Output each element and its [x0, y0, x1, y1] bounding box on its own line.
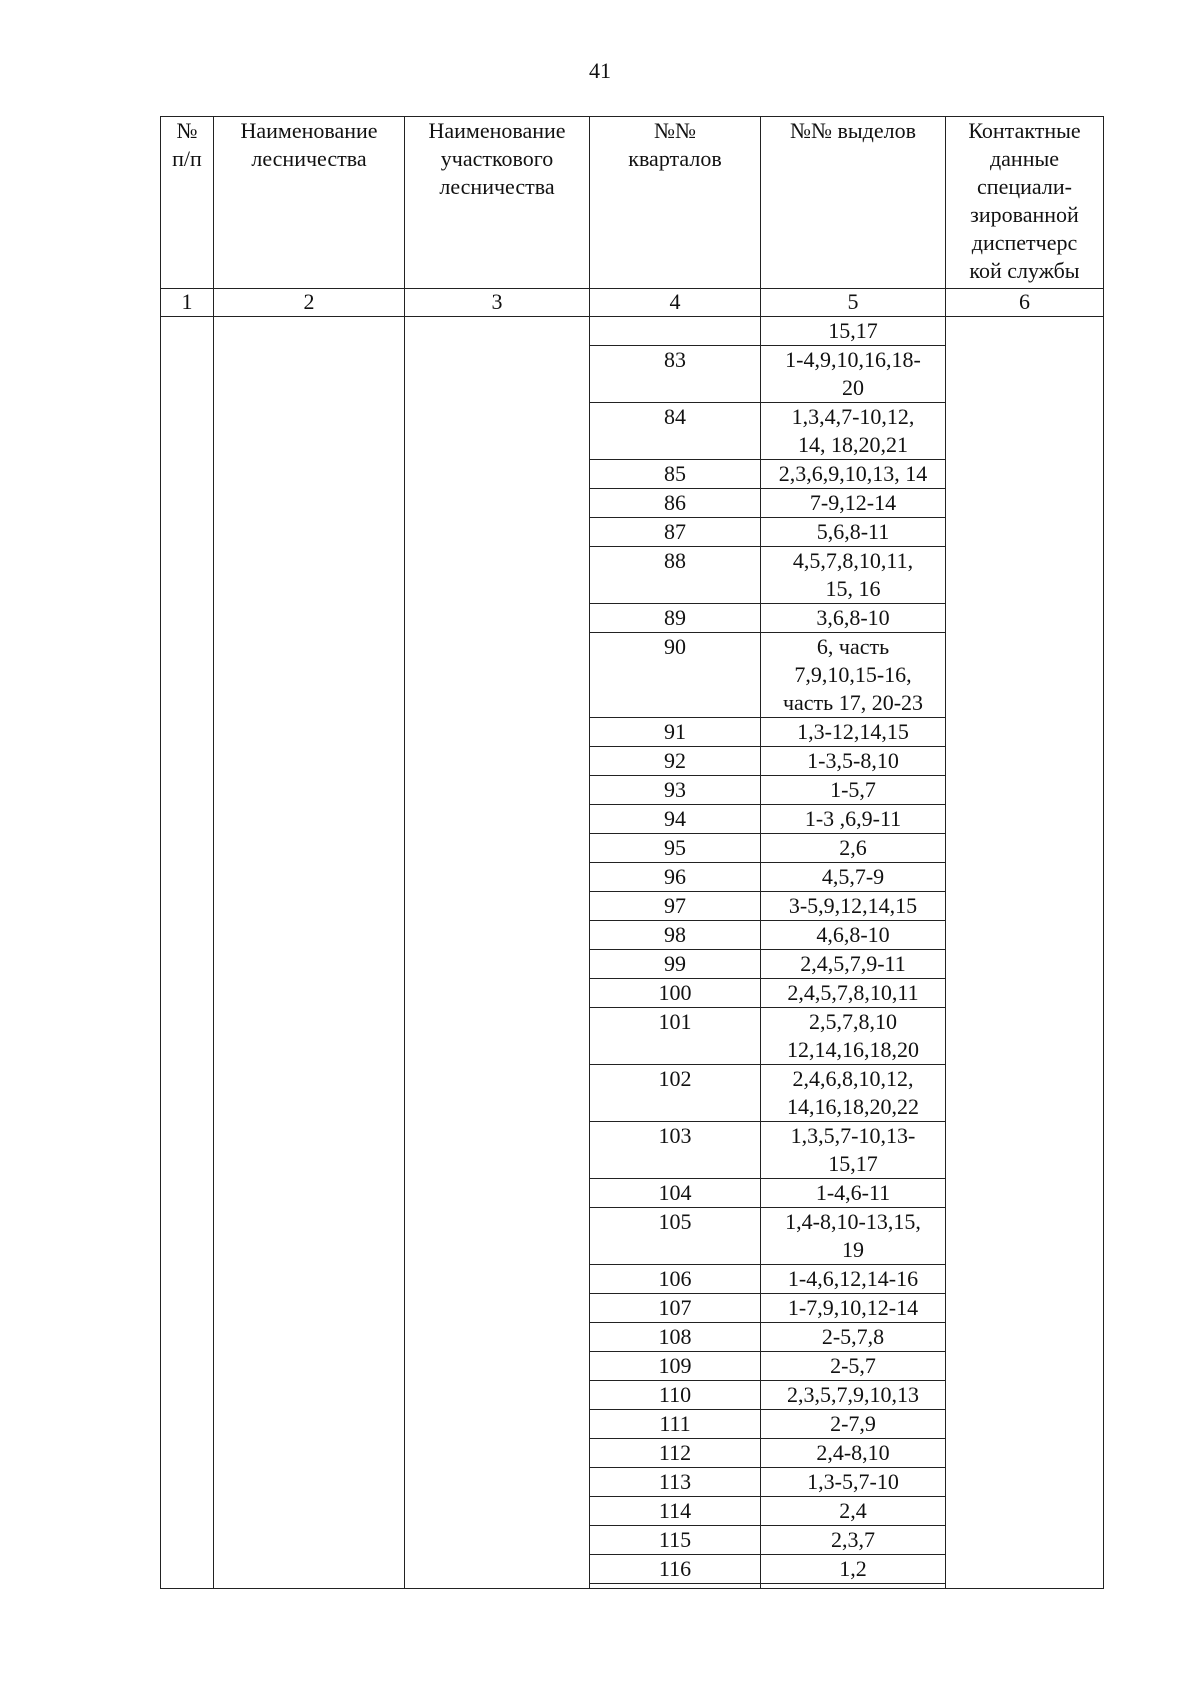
plots-cell: [761, 633, 946, 718]
plots-cell: [761, 805, 946, 834]
table-row: [161, 317, 1104, 346]
quarter-cell: 104: [590, 1179, 761, 1208]
plots-cell: [761, 979, 946, 1008]
plots-line: 7,9,10,15-16,: [794, 662, 912, 687]
plots-cell: [761, 346, 946, 403]
plots-line: 2,3,6,9,10,13, 14: [778, 461, 928, 486]
header-line: №: [176, 118, 198, 143]
plots-line: 2-5,7: [830, 1353, 876, 1378]
column-number: 2: [214, 289, 405, 317]
plots-line: часть 17, 20-23: [782, 690, 924, 715]
header-cell-forestry: [214, 117, 405, 289]
quarter-cell: 115: [590, 1526, 761, 1555]
plots-cell: [761, 317, 946, 346]
header-line: участкового: [440, 146, 554, 171]
cell-district-forestry: [405, 317, 590, 1589]
quarter-cell: 94: [590, 805, 761, 834]
quarter-cell: 97: [590, 892, 761, 921]
quarter-cell: 109: [590, 1352, 761, 1381]
plots-cell: [761, 1468, 946, 1497]
plots-line: 4,6,8-10: [816, 922, 890, 947]
quarter-cell: 102: [590, 1065, 761, 1122]
plots-line: 1-4,6,12,14-16: [787, 1266, 919, 1291]
quarter-cell: 86: [590, 489, 761, 518]
plots-line: 2,5,7,8,10: [809, 1009, 897, 1034]
plots-cell: [761, 1065, 946, 1122]
quarter-cell: 113: [590, 1468, 761, 1497]
plots-cell: [761, 892, 946, 921]
plots-cell: [761, 747, 946, 776]
plots-line: 1-5,7: [830, 777, 876, 802]
plots-line: 2,4: [839, 1498, 867, 1523]
plots-line: 1,2: [839, 1556, 867, 1581]
plots-line: 4,5,7,8,10,11,: [792, 548, 914, 573]
plots-line: 1-4,9,10,16,18-: [785, 347, 921, 372]
quarter-cell: 92: [590, 747, 761, 776]
plots-line: 2,4-8,10: [816, 1440, 890, 1465]
plots-line: 1,3-5,7-10: [807, 1469, 899, 1494]
page-number: 41: [589, 58, 611, 83]
plots-cell: [761, 1555, 946, 1584]
plots-line: 15, 16: [825, 576, 881, 601]
empty-cell: [590, 1584, 761, 1589]
header-line: №№: [654, 118, 696, 143]
plots-line: 7-9,12-14: [809, 490, 897, 515]
header-cell-district-forestry: [405, 117, 590, 289]
plots-cell: [761, 1410, 946, 1439]
plots-line: 4,5,7-9: [821, 864, 885, 889]
plots-line: 1,3,5,7-10,13-: [790, 1123, 916, 1148]
plots-line: 14, 18,20,21: [798, 432, 908, 457]
column-number: 5: [761, 289, 946, 317]
plots-cell: [761, 518, 946, 547]
plots-line: 2-5,7,8: [821, 1324, 885, 1349]
header-line: Наименование: [428, 118, 566, 143]
plots-cell: [761, 460, 946, 489]
header-cell-no: [161, 117, 214, 289]
header-line: специали-: [977, 174, 1072, 199]
plots-line: 5,6,8-11: [816, 519, 890, 544]
plots-cell: [761, 718, 946, 747]
plots-line: 15,17: [828, 318, 878, 343]
plots-cell: [761, 1122, 946, 1179]
column-number: 4: [590, 289, 761, 317]
quarter-cell: 83: [590, 346, 761, 403]
plots-line: 2,3,5,7,9,10,13: [787, 1382, 919, 1407]
plots-cell: [761, 1008, 946, 1065]
quarter-cell: 100: [590, 979, 761, 1008]
plots-cell: [761, 776, 946, 805]
plots-cell: [761, 489, 946, 518]
plots-line: 2,3,7: [831, 1527, 875, 1552]
forestry-table: [160, 116, 1104, 1589]
quarter-cell: [590, 317, 761, 346]
quarter-cell: 101: [590, 1008, 761, 1065]
quarter-cell: 87: [590, 518, 761, 547]
plots-cell: [761, 1497, 946, 1526]
plots-cell: [761, 1381, 946, 1410]
header-line: диспетчерс: [971, 230, 1078, 255]
plots-cell: [761, 863, 946, 892]
plots-line: 19: [842, 1237, 864, 1262]
quarter-cell: 99: [590, 950, 761, 979]
header-line: зированной: [970, 202, 1079, 227]
header-line: кой службы: [969, 258, 1080, 283]
plots-line: 14,16,18,20,22: [787, 1094, 919, 1119]
cell-no: [161, 317, 214, 1589]
quarter-cell: 84: [590, 403, 761, 460]
plots-line: 2-7,9: [830, 1411, 876, 1436]
plots-cell: [761, 921, 946, 950]
quarter-cell: 96: [590, 863, 761, 892]
plots-cell: [761, 950, 946, 979]
column-number: 1: [161, 289, 214, 317]
plots-cell: [761, 1179, 946, 1208]
header-line: данные: [989, 146, 1060, 171]
plots-line: 1-7,9,10,12-14: [787, 1295, 919, 1320]
plots-line: 1,4-8,10-13,15,: [785, 1209, 921, 1234]
plots-line: 3,6,8-10: [816, 605, 890, 630]
quarter-cell: 85: [590, 460, 761, 489]
header-line: лесничества: [251, 146, 367, 171]
quarter-cell: 105: [590, 1208, 761, 1265]
quarter-cell: 95: [590, 834, 761, 863]
header-line: лесничества: [439, 174, 555, 199]
header-line: №№ выделов: [790, 118, 916, 143]
plots-line: 2,4,5,7,9-11: [800, 951, 906, 976]
header-line: Наименование: [240, 118, 378, 143]
cell-forestry: [214, 317, 405, 1589]
plots-line: 2,4,6,8,10,12,: [792, 1066, 914, 1091]
plots-line: 2,6: [839, 835, 867, 860]
quarter-cell: 88: [590, 547, 761, 604]
header-line: кварталов: [628, 146, 722, 171]
plots-cell: [761, 547, 946, 604]
quarter-cell: 90: [590, 633, 761, 718]
quarter-cell: 98: [590, 921, 761, 950]
quarter-cell: 106: [590, 1265, 761, 1294]
header-row: [161, 117, 1104, 289]
plots-cell: [761, 1294, 946, 1323]
plots-line: 1-3 ,6,9-11: [804, 806, 902, 831]
quarter-cell: 108: [590, 1323, 761, 1352]
quarter-cell: 91: [590, 718, 761, 747]
column-number: 3: [405, 289, 590, 317]
quarter-cell: 103: [590, 1122, 761, 1179]
quarter-cell: 112: [590, 1439, 761, 1468]
quarter-cell: 89: [590, 604, 761, 633]
empty-cell: [761, 1584, 946, 1589]
plots-cell: [761, 403, 946, 460]
header-cell-contacts: [946, 117, 1104, 289]
plots-line: 1,3-12,14,15: [797, 719, 909, 744]
plots-line: 20: [842, 375, 864, 400]
plots-line: 12,14,16,18,20: [787, 1037, 919, 1062]
plots-cell: [761, 604, 946, 633]
plots-line: 1-3,5-8,10: [807, 748, 899, 773]
header-cell-quarters: [590, 117, 761, 289]
plots-line: 2,4,5,7,8,10,11: [787, 980, 919, 1005]
header-line: п/п: [172, 146, 202, 171]
plots-line: 15,17: [828, 1151, 878, 1176]
plots-cell: [761, 1352, 946, 1381]
quarter-cell: 116: [590, 1555, 761, 1584]
plots-cell: [761, 1265, 946, 1294]
quarter-cell: 114: [590, 1497, 761, 1526]
plots-cell: [761, 1323, 946, 1352]
quarter-cell: 110: [590, 1381, 761, 1410]
plots-cell: [761, 1439, 946, 1468]
header-line: Контактные: [968, 118, 1081, 143]
plots-line: 6, часть: [816, 634, 890, 659]
plots-line: 1,3,4,7-10,12,: [791, 404, 915, 429]
plots-line: 1-4,6-11: [815, 1180, 891, 1205]
plots-cell: [761, 1526, 946, 1555]
quarter-cell: 111: [590, 1410, 761, 1439]
quarter-cell: 107: [590, 1294, 761, 1323]
column-number: 6: [946, 289, 1104, 317]
cell-contacts: [946, 317, 1104, 1589]
plots-line: 3-5,9,12,14,15: [788, 893, 918, 918]
header-cell-plots: [761, 117, 946, 289]
plots-cell: [761, 1208, 946, 1265]
quarter-cell: 93: [590, 776, 761, 805]
column-number-row: [161, 289, 1104, 317]
plots-cell: [761, 834, 946, 863]
